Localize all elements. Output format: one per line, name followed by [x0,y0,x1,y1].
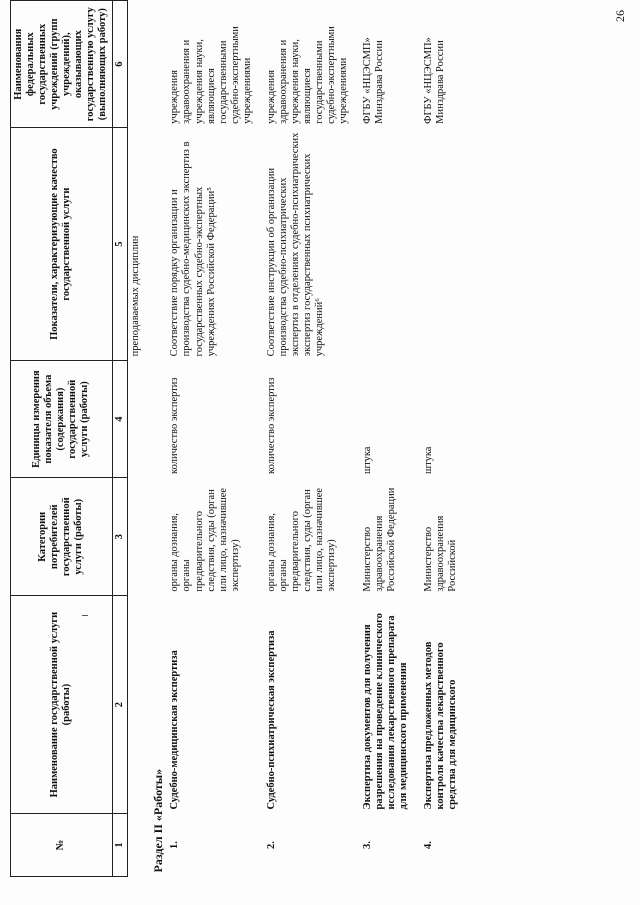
column-number: 6 [112,1,127,128]
table-row [256,1,352,877]
quality-indicator [352,128,412,361]
institutions: учреждения здравоохранения и учреждения науки, являющиеся государственными судебно-экспертными учреждениями [169,26,253,124]
service-name: Экспертиза документов для получения разрешения на проведение клинического исследования лекарственного препарата для медицинского применения [362,613,410,810]
carry-over-text: преподаваемых дисциплин [129,235,141,357]
header-unit: Единицы измерения показателя объема (содержания) государственной услуги (работы) [11,360,113,478]
page-number: 26 [613,10,627,22]
service-name: Экспертиза предложенных методов контроля качества лекарственного средства для медицинского [422,641,458,810]
consumers: органы дознания, органы предварительного следствия, суды (орган или лицо, назначившее экспертизу) [265,487,338,592]
table-header-row [11,1,113,877]
column-number: 4 [112,360,127,478]
services-table [10,0,461,877]
column-number-row [112,1,127,877]
header-num: № [11,814,113,877]
unit: количество экспертиз [265,377,277,474]
row-number: 2. [265,841,277,849]
carry-over-row [127,1,144,877]
table-row [167,1,255,877]
column-number: 3 [112,478,127,596]
row-number: 3. [362,841,374,849]
unit: штука [422,446,434,474]
quality-indicator: Соответствие порядку организации и производства судебно-медицинских экспертиз в государственных судебно-экспертных учреждениях Российской Федерации⁵ [169,141,217,357]
header-quality: Показатели, характеризующие качество государственной услуги [11,128,113,361]
header-institutions: Наименования федеральных государственных учреждений (групп учреждений), оказывающих государственную услугу (выполняющих работу) [11,1,113,128]
institutions: ФГБУ «НЦЭСМП» Минздрава России [362,37,386,124]
column-number: 2 [112,596,127,814]
quality-indicator: Соответствие инструкции об организации производства судебно-психиатрических экспертиз в отделениях судебно-психиатрических экспертиз государственных психиатрических учреждений⁶ [265,132,326,357]
row-number: 1. [169,841,181,849]
consumers: Министерство здравоохранения Российской Федерации [362,487,398,592]
table-row [413,1,461,877]
column-number: 1 [112,814,127,877]
service-name: Судебно-психиатрическая экспертиза [265,630,277,810]
header-consumers: Категории потребителей государственной услуги (работы) [11,478,113,596]
unit: штука [362,446,374,474]
unit: количество экспертиз [169,377,181,474]
header-service-name: Наименование государственной услуги (работы) [11,596,113,814]
consumers: Министерство здравоохранения Российской [422,515,458,592]
table-row [352,1,412,877]
row-number: 4. [422,841,434,849]
service-name: Судебно-медицинская экспертиза [169,650,181,810]
quality-indicator [413,128,461,361]
section-title: Раздел II «Работы» [150,768,165,873]
institutions: учреждения здравоохранения и учреждения науки, являющиеся государственными судебно-экспертными учреждениями [265,26,350,124]
institutions: ФГБУ «НЦЭСМП» Минздрава России [422,37,446,124]
section-row [144,1,168,877]
column-number: 5 [112,128,127,361]
consumers: органы дознания, органы предварительного следствия, суды (орган или лицо, назначившее экспертизу) [169,487,241,592]
